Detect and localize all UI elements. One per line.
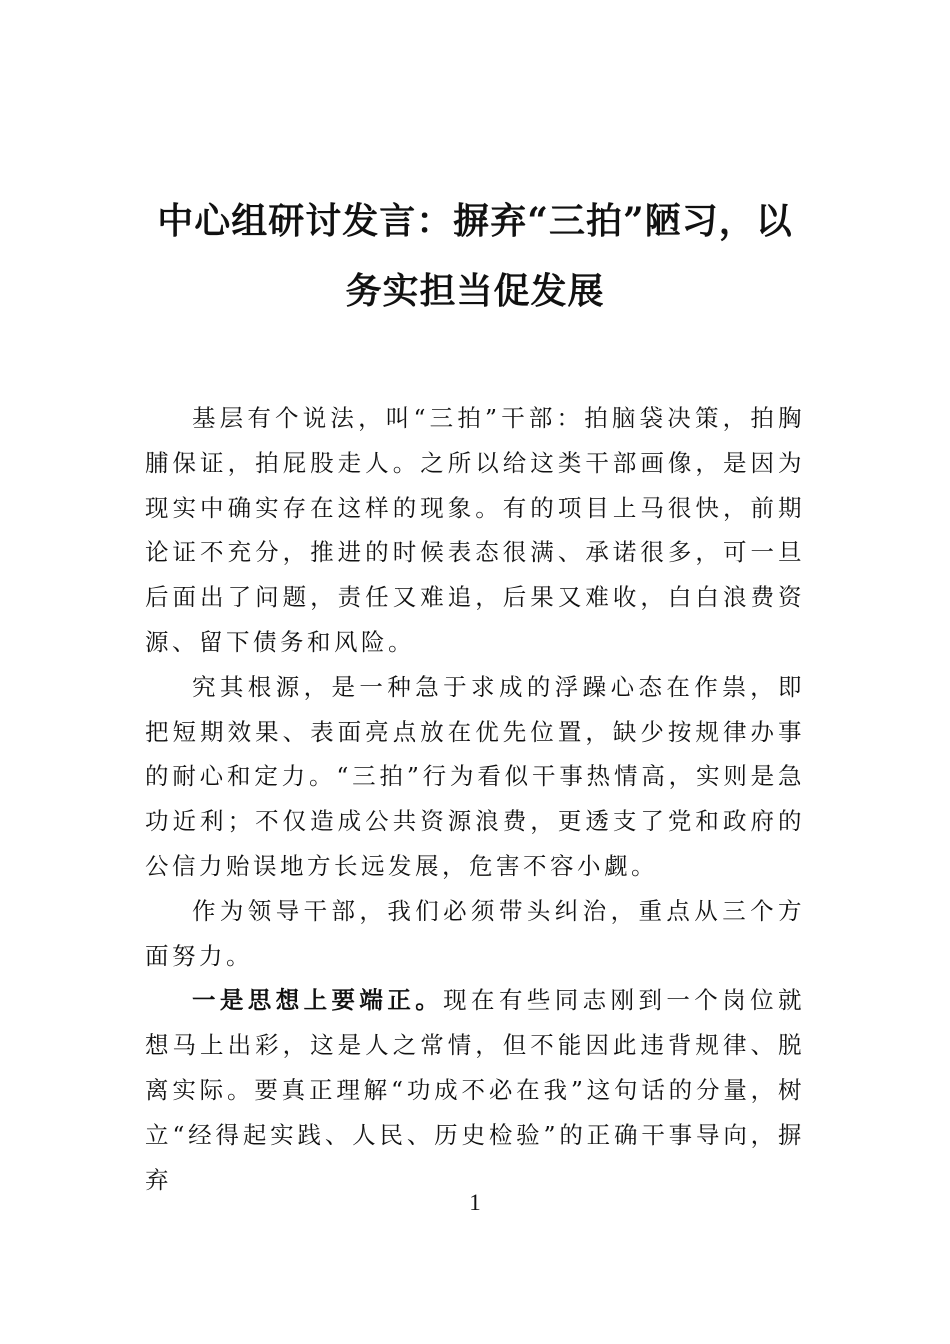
document-body — [145, 396, 805, 1202]
point-one-heading: 一是思想上要端正。 — [192, 986, 444, 1015]
paragraph-point-one — [145, 978, 805, 1202]
document-title — [145, 186, 805, 326]
point-one-text: 现在有些同志刚到一个岗位就想马上出彩，这是人之常情，但不能因此违背规律、脱离实际。要真正理解“功成不必在我”这句话的分量，树立“经得起实践、人民、历史检验”的正确干事导向，摒弃 — [145, 986, 806, 1194]
paragraph-intro: 基层有个说法，叫“三拍”干部：拍脑袋决策，拍胸脯保证，拍屁股走人。之所以给这类干部画像，是因为现实中确实存在这样的现象。有的项目上马很快，前期论证不充分，推进的时候表态很满、承诺很多，可一旦后面出了问题，责任又难追，后果又难收，白白浪费资源、留下债务和风险。 — [145, 404, 805, 656]
page-number: 1 — [469, 1190, 481, 1215]
paragraph-three-efforts: 作为领导干部，我们必须带头纠治，重点从三个方面努力。 — [145, 896, 805, 970]
title-line-2: 务实担当促发展 — [345, 270, 605, 312]
title-line-1: 中心组研讨发言：摒弃“三拍”陋习，以 — [157, 200, 793, 242]
paragraph-root-cause: 究其根源，是一种急于求成的浮躁心态在作祟，即把短期效果、表面亮点放在优先位置，缺少按规律办事的耐心和定力。“三拍”行为看似干事热情高，实则是急功近利；不仅造成公共资源浪费，更透支了党和政府的公信力贻误地方长远发展，危害不容小觑。 — [145, 672, 805, 880]
